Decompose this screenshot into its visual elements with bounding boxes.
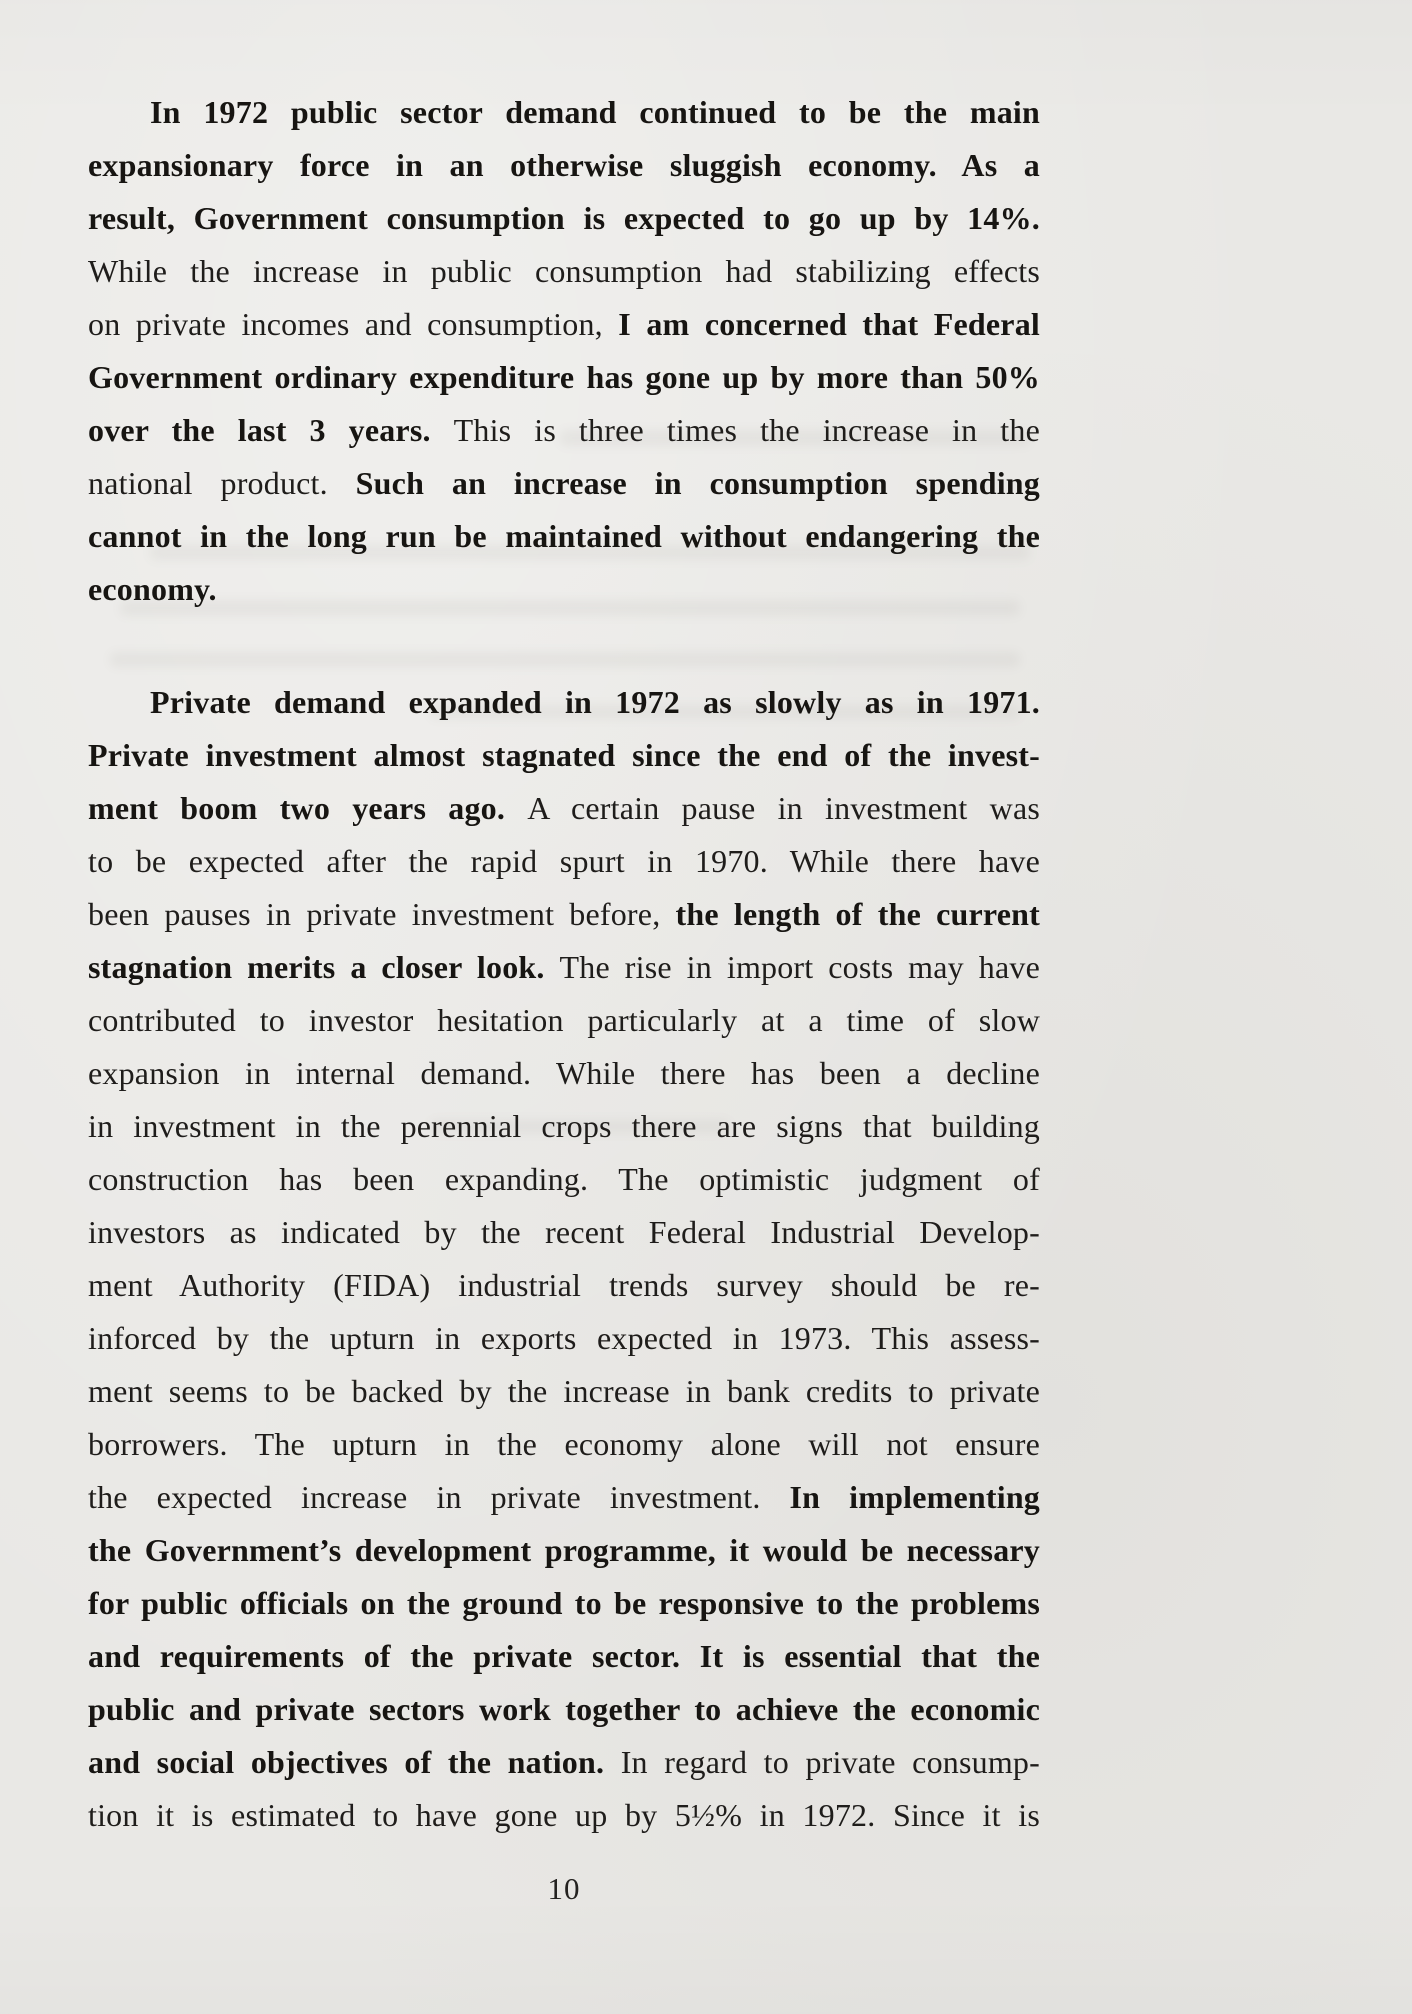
text-segment: inforced by the upturn in exports expected in 1973. This assess-	[88, 1320, 1040, 1356]
bold-text-segment: the Government’s development programme, it would be necessary	[88, 1532, 1040, 1568]
text-line	[88, 298, 1040, 351]
bold-text-segment: Private investment almost stagnated since the end of the invest-	[88, 737, 1040, 773]
paragraph	[88, 676, 1040, 1842]
bold-text-segment: cannot in the long run be maintained without endangering the	[88, 518, 1040, 554]
text-segment: investors as indicated by the recent Federal Industrial Develop-	[88, 1214, 1040, 1250]
text-segment: borrowers. The upturn in the economy alone will not ensure	[88, 1426, 1040, 1462]
text-line	[88, 941, 1040, 994]
paragraphs-container	[88, 86, 1040, 1842]
bold-text-segment: stagnation merits a closer look.	[88, 949, 560, 985]
bold-text-segment: I am concerned that Federal	[618, 306, 1040, 342]
text-line	[88, 1683, 1040, 1736]
bold-text-segment: and requirements of the private sector. It is essential that the	[88, 1638, 1040, 1674]
bold-text-segment: public and private sectors work together to achieve the economic	[88, 1691, 1040, 1727]
text-line	[88, 1312, 1040, 1365]
text-line	[88, 1365, 1040, 1418]
bold-text-segment: result, Government consumption is expected to go up by 14%.	[88, 200, 1040, 236]
text-line	[88, 1789, 1040, 1842]
bold-text-segment: for public officials on the ground to be responsive to the problems	[88, 1585, 1040, 1621]
text-block	[88, 86, 1040, 1910]
text-line	[88, 563, 1040, 616]
bold-text-segment: over the last 3 years.	[88, 412, 454, 448]
text-segment: been pauses in private investment before,	[88, 896, 676, 932]
text-line	[88, 1736, 1040, 1789]
text-line	[88, 192, 1040, 245]
text-segment: A certain pause in investment was	[527, 790, 1040, 826]
text-line	[88, 1471, 1040, 1524]
text-line	[88, 1100, 1040, 1153]
text-segment: This is three times the increase in the	[453, 412, 1040, 448]
bold-text-segment: ment boom two years ago.	[88, 790, 528, 826]
text-line	[88, 404, 1040, 457]
text-segment: national product.	[88, 465, 356, 501]
text-segment: ment Authority (FIDA) industrial trends survey should be re-	[88, 1267, 1040, 1303]
text-segment: The rise in import costs may have	[559, 949, 1040, 985]
text-segment: construction has been expanding. The optimistic judgment of	[88, 1161, 1040, 1197]
text-segment: to be expected after the rapid spurt in 1970. While there have	[88, 843, 1040, 879]
bold-text-segment: Such an increase in consumption spending	[355, 465, 1040, 501]
paragraph	[88, 86, 1040, 616]
text-line	[88, 782, 1040, 835]
text-line	[88, 1153, 1040, 1206]
bold-text-segment: economy.	[88, 571, 217, 607]
text-segment: in investment in the perennial crops there are signs that building	[88, 1108, 1040, 1144]
text-segment: In regard to private consump-	[620, 1744, 1040, 1780]
bold-text-segment: Government ordinary expenditure has gone up by more than 50%	[88, 359, 1040, 395]
text-line	[88, 835, 1040, 888]
text-segment: on private incomes and consumption,	[88, 306, 619, 342]
text-segment: expansion in internal demand. While there has been a decline	[88, 1055, 1040, 1091]
bold-text-segment: Private demand expanded in 1972 as slowly as in 1971.	[150, 684, 1040, 720]
bold-text-segment: and social objectives of the nation.	[88, 1744, 621, 1780]
bold-text-segment: the length of the current	[675, 896, 1040, 932]
text-line	[88, 1206, 1040, 1259]
text-line	[88, 86, 1040, 139]
text-line	[88, 888, 1040, 941]
text-line	[88, 1524, 1040, 1577]
text-segment: the expected increase in private investment.	[88, 1479, 790, 1515]
bold-text-segment: In implementing	[789, 1479, 1041, 1515]
text-segment: contributed to investor hesitation particularly at a time of slow	[88, 1002, 1040, 1038]
text-line	[88, 1259, 1040, 1312]
page-number: 10	[547, 1871, 581, 1906]
text-line	[88, 139, 1040, 192]
text-line	[88, 1630, 1040, 1683]
text-line	[88, 676, 1040, 729]
text-segment: ment seems to be backed by the increase in bank credits to private	[88, 1373, 1040, 1409]
text-line	[88, 1047, 1040, 1100]
text-line	[88, 351, 1040, 404]
text-line	[88, 245, 1040, 298]
bold-text-segment: In 1972 public sector demand continued to be the main	[150, 94, 1040, 130]
text-line	[88, 994, 1040, 1047]
text-line	[88, 457, 1040, 510]
text-line	[88, 729, 1040, 782]
bold-text-segment: expansionary force in an otherwise sluggish economy. As a	[88, 147, 1040, 183]
text-segment: tion it is estimated to have gone up by 5½% in 1972. Since it is	[88, 1797, 1040, 1833]
text-segment: While the increase in public consumption had stabilizing effects	[88, 253, 1040, 289]
text-line	[88, 1577, 1040, 1630]
text-line	[88, 510, 1040, 563]
text-line	[88, 1418, 1040, 1471]
